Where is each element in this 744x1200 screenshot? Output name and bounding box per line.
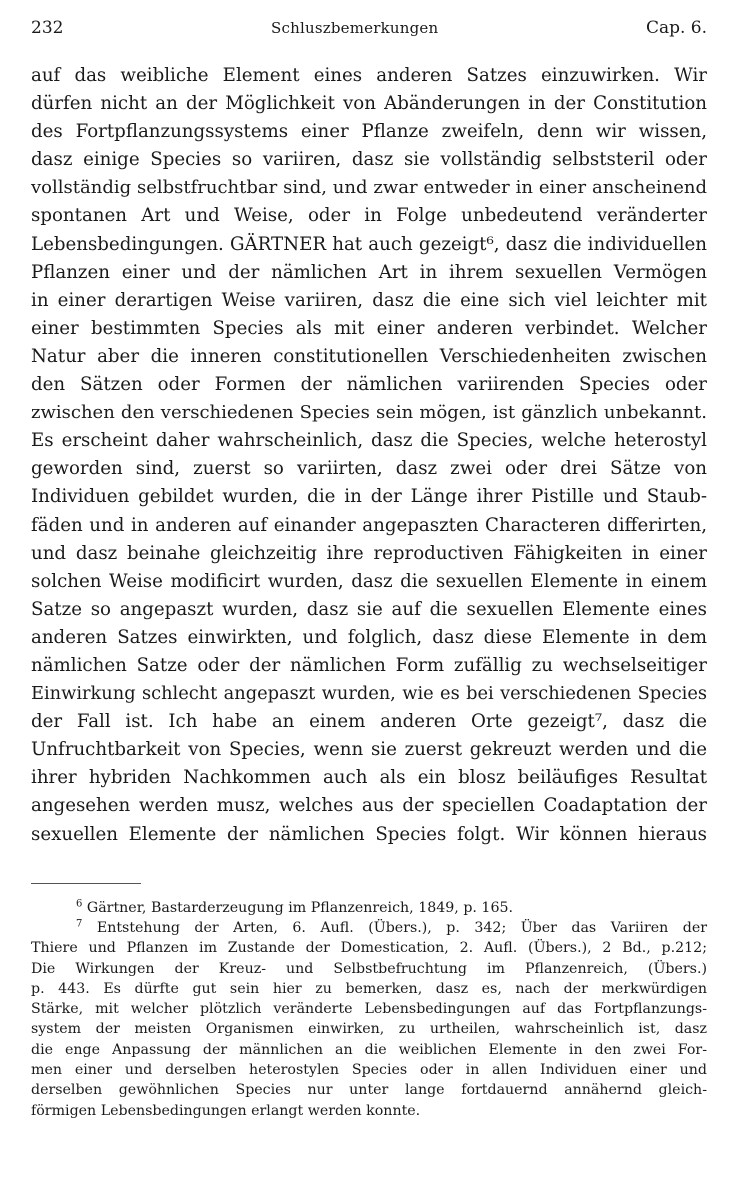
footnote-line: Thiere und Pflanzen im Zustande der Domestication, 2. Aufl. (Übers.), 2 Bd., p.212; (31, 940, 707, 957)
text-line: spontanen Art und Weise, oder in Folge unbedeutend veränderter (31, 205, 707, 227)
running-head (31, 18, 707, 48)
footnote-line: Die Wirkungen der Kreuz- und Selbstbefruchtung im Pflanzenreich, (Übers.) (31, 960, 707, 977)
footnote-line (31, 898, 707, 918)
text-line: Einwirkung schlecht angepaszt wurden, wie es bei verschiedenen Species (31, 683, 707, 705)
text-line: Natur aber die inneren constitutionellen Verschiedenheiten zwischen (31, 345, 707, 367)
footnote-marker: 7 (76, 918, 83, 930)
text-line: solchen Weise modificirt wurden, dasz die sexuellen Elemente in einem (31, 570, 707, 592)
text-line: und dasz beinahe gleichzeitig ihre reproductiven Fähigkeiten in einer (31, 542, 707, 564)
text-line: angesehen werden musz, welches aus der speciellen Coadaptation der (31, 795, 707, 817)
page-number: 232 (31, 18, 64, 38)
text-line: des Fortpflanzungssystems einer Pflanze zweifeln, denn wir wissen, (31, 121, 707, 143)
text-line: der Fall ist. Ich habe an einem anderen Orte gezeigt⁷, dasz die (31, 711, 707, 733)
footnote-marker: 6 (76, 897, 83, 909)
footnote-line: p. 443. Es dürfte gut sein hier zu bemerken, dasz es, nach der merkwürdigen (31, 980, 707, 997)
footnote-line (31, 918, 707, 938)
text-line: dasz einige Species so variiren, dasz sie vollständig selbststeril oder (31, 149, 707, 171)
footnote-text: Gärtner, Bastarderzeugung im Pflanzenreich, 1849, p. 165. (86, 899, 514, 916)
footnote-6 (31, 898, 707, 918)
book-page (31, 18, 707, 1121)
text-line: nämlichen Satze oder der nämlichen Form zufällig zu wechselseitiger (31, 654, 707, 676)
text-line: fäden und in anderen auf einander angepaszten Characteren differirten, (31, 514, 707, 536)
text-line: Satze so angepaszt wurden, dasz sie auf die sexuellen Elemente eines (31, 598, 707, 620)
footnote-text: Entstehung der Arten, 6. Aufl. (Übers.), p. 342; Über das Variiren der (96, 919, 707, 936)
footnote-rule (31, 883, 141, 884)
text-line: auf das weibliche Element eines anderen Satzes einzuwirken. Wir (31, 65, 707, 86)
running-title: Schluszbemerkungen (271, 19, 439, 37)
text-line: Unfruchtbarkeit von Species, wenn sie zuerst gekreuzt werden und die (31, 739, 707, 761)
footnote-line: förmigen Lebensbedingungen erlangt werden konnte. (31, 1102, 421, 1119)
text-line: zwischen den verschiedenen Species sein mögen, ist gänzlich unbekannt. (31, 402, 707, 424)
text-line: geworden sind, zuerst so variirten, dasz zwei oder drei Sätze von (31, 458, 707, 480)
text-line: vollständig selbstfruchtbar sind, und zwar entweder in einer anscheinend (31, 177, 707, 199)
text-line: den Sätzen oder Formen der nämlichen variirenden Species oder (31, 374, 707, 396)
text-line: ihrer hybriden Nachkommen auch als ein blosz beiläufiges Resultat (31, 767, 707, 789)
footnote-line: Stärke, mit welcher plötzlich veränderte Lebensbedingungen auf das Fortpflanzungs- (31, 1001, 707, 1018)
footnote-line: men einer und derselben heterostylen Species oder in allen Individuen einer und (31, 1062, 707, 1078)
text-line: Pflanzen einer und der nämlichen Art in ihrem sexuellen Vermögen (31, 261, 707, 283)
text-line: einer bestimmten Species als mit einer anderen verbindet. Welcher (31, 317, 707, 339)
text-line: Es erscheint daher wahrscheinlich, dasz die Species, welche heterostyl (31, 430, 707, 452)
text-line: dürfen nicht an der Möglichkeit von Abänderungen in der Constitution (31, 93, 707, 115)
text-line: Lebensbedingungen. GÄRTNER hat auch gezeigt⁶, dasz die individuellen (31, 233, 707, 255)
footnotes (31, 898, 707, 1121)
footnote-line: die enge Anpassung der männlichen an die weiblichen Elemente in den zwei For- (31, 1041, 707, 1058)
chapter-label: Cap. 6. (645, 18, 707, 38)
text-line: Individuen gebildet wurden, die in der Länge ihrer Pistille und Staub- (31, 486, 707, 508)
main-text (31, 62, 707, 849)
text-line: in einer derartigen Weise variiren, dasz die eine sich viel leichter mit (31, 289, 707, 311)
footnote-7 (31, 918, 707, 1121)
footnote-line: derselben gewöhnlichen Species nur unter lange fortdauernd annähernd gleich- (31, 1082, 707, 1099)
text-line: anderen Satzes einwirkten, und folglich, dasz diese Elemente in dem (31, 626, 707, 648)
text-line: sexuellen Elemente der nämlichen Species folgt. Wir können hieraus (31, 823, 707, 845)
footnote-line: system der meisten Organismen einwirken, zu urtheilen, wahrscheinlich ist, dasz (31, 1021, 707, 1038)
